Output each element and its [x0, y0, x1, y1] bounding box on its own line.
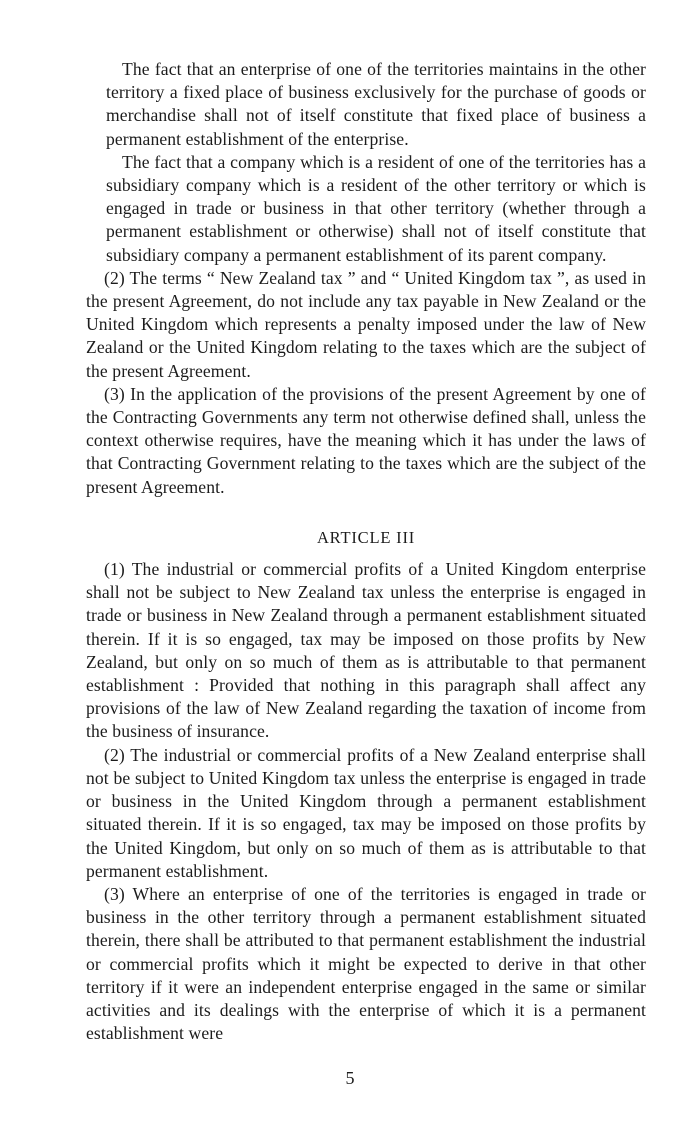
paragraph-profit-attribution: (3) Where an enterprise of one of the territories is engaged in trade or business in the other territory through a permanent establishment situated therein, there shall be attributed to that permanent establishment the industrial or commercial profits which it might be expected to derive in that other territory if it were an independent enterprise engaged in the same or similar activities and its dealings with the enterprise of which it is a permanent establishment were — [86, 883, 646, 1044]
paragraph-subsidiary-company: The fact that a company which is a resident of one of the territories has a subsidiary company which is a resident of the other territory or which is engaged in trade or business in that other territory (whether through a permanent establishment or otherwise) shall not of itself constitute that subsidiary company a permanent establishment of its parent company. — [106, 151, 646, 265]
paragraph-term-definitions: (3) In the application of the provisions of the present Agreement by one of the Contracting Governments any term not otherwise defined shall, unless the context otherwise requires, have the meaning which it has under the laws of that Contracting Government relating to the taxes which are the subject of the present Agreement. — [86, 383, 646, 497]
paragraph-tax-terms: (2) The terms “ New Zealand tax ” and “ United Kingdom tax ”, as used in the present Agreement, do not include any tax payable in New Zealand or the United Kingdom which represents a penalty imposed under the law of New Zealand or the United Kingdom relating to the taxes which are the subject of the present Agreement. — [86, 267, 646, 381]
paragraph-nz-enterprise-profits: (2) The industrial or commercial profits of a New Zealand enterprise shall not be subject to United Kingdom tax unless the enterprise is engaged in trade or business in the United Kingdom through a permanent establishment situated therein. If it is so engaged, tax may be imposed on those profits by the United Kingdom, but only on so much of them as is attributable to that permanent establishment. — [86, 744, 646, 881]
article-heading: ARTICLE III — [316, 527, 416, 547]
paragraph-fixed-place: The fact that an enterprise of one of the territories maintains in the other territory a fixed place of business exclusively for the purchase of goods or merchandise shall not of itself constitute that fixed place of business a permanent establishment of the enterprise. — [106, 59, 646, 149]
document-page — [86, 58, 646, 1045]
paragraph-uk-enterprise-profits: (1) The industrial or commercial profits of a United Kingdom enterprise shall not be subject to New Zealand tax unless the enterprise is engaged in trade or business in New Zealand through a permanent establishment situated therein. If it is so engaged, tax may be imposed on those profits by New Zealand, but only on so much of them as is attributable to that permanent establishment : Provided that nothing in this paragraph shall affect any provisions of the law of New Zealand regarding the taxation of income from the business of insurance. — [86, 559, 646, 742]
page-number: 5 — [345, 1068, 355, 1088]
